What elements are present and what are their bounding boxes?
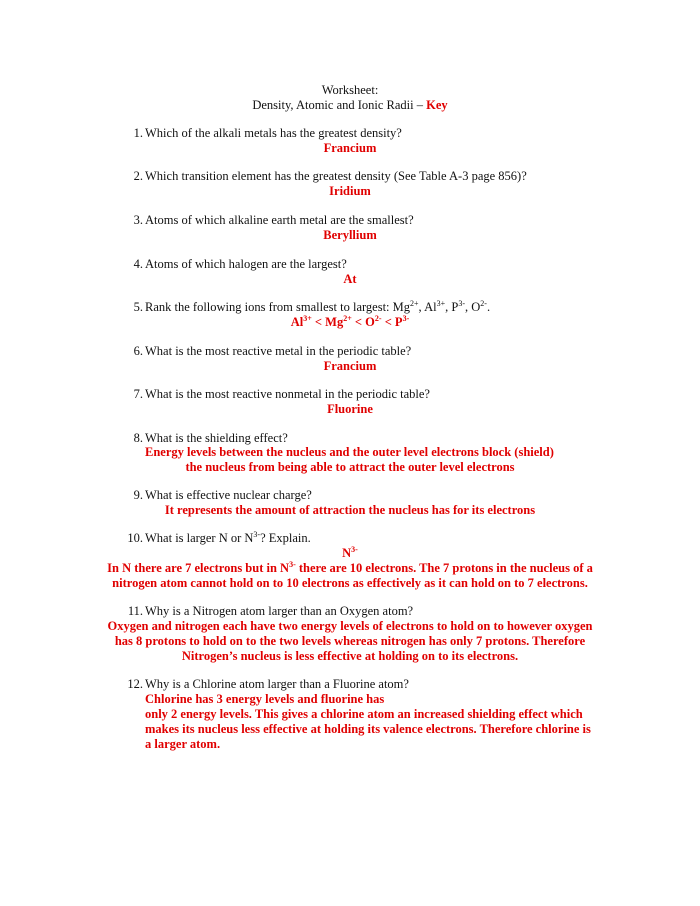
ans10-head-charge: 3- <box>351 545 358 554</box>
q5-p-charge: 3- <box>458 299 465 308</box>
question-number: 1. <box>133 126 143 140</box>
q5-sep2: , P <box>445 300 459 314</box>
question-text: What is the most reactive nonmetal in the periodic table? <box>145 387 430 401</box>
question-text <box>145 530 311 546</box>
answer-5 <box>0 314 700 330</box>
ans10-line1-charge: 3- <box>289 560 296 569</box>
q10-text-a: What is larger N or N <box>145 531 254 545</box>
answer-8-line-2: the nucleus from being able to attract the outer level electrons <box>185 460 515 474</box>
question-text: Which transition element has the greatest density (See Table A-3 page 856)? <box>145 169 527 183</box>
question-text: Which of the alkali metals has the greatest density? <box>145 126 402 140</box>
question-number: 7. <box>133 387 143 401</box>
title-text: Density, Atomic and Ionic Radii – <box>252 98 427 112</box>
question-text: Atoms of which halogen are the largest? <box>145 257 347 271</box>
ans5-o-charge: 2- <box>374 314 382 323</box>
ans5-p-charge: 3- <box>402 314 410 323</box>
question-text: What is the most reactive metal in the periodic table? <box>145 344 412 358</box>
question-number: 12. <box>127 677 143 691</box>
key-label: Key <box>426 98 448 112</box>
q5-end: . <box>486 300 491 314</box>
answer-9: It represents the amount of attraction the nucleus has for its electrons <box>164 503 536 517</box>
question-text: What is the shielding effect? <box>145 431 288 445</box>
answer-3: Beryllium <box>323 228 377 242</box>
q10-text-b: ? Explain. <box>260 531 311 545</box>
q5-sep1: , Al <box>418 300 437 314</box>
q10-charge: 3- <box>253 530 261 539</box>
question-number: 6. <box>133 344 143 358</box>
answer-1: Francium <box>323 141 377 155</box>
answer-4: At <box>343 272 357 286</box>
answer-10-line-2: nitrogen atom cannot hold on to 10 electrons as effectively as it can hold on to 7 electrons. <box>112 576 588 590</box>
answer-10-head <box>0 545 700 561</box>
ans5-mg: < Mg <box>311 315 344 329</box>
question-number: 5. <box>133 300 143 314</box>
q5-al-charge: 3+ <box>436 299 446 308</box>
answer-10-line-1 <box>0 560 700 576</box>
question-text <box>145 299 490 315</box>
ans5-al: Al <box>290 315 304 329</box>
answer-12-line-3: makes its nucleus less effective at holding its valence electrons. Therefore chlorine is <box>145 722 591 736</box>
ans5-al-charge: 3+ <box>303 314 312 323</box>
question-text: What is effective nuclear charge? <box>145 488 312 502</box>
answer-2: Iridium <box>329 184 371 198</box>
ans10-line1b: there are 10 electrons. The 7 protons in the nucleus of a <box>295 561 593 575</box>
answer-8-line-1: Energy levels between the nucleus and the outer level electrons block (shield) <box>145 445 554 459</box>
question-number: 10. <box>127 531 143 545</box>
ans5-p: < P <box>381 315 403 329</box>
q5-sep3: , O <box>465 300 481 314</box>
q5-text: Rank the following ions from smallest to largest: Mg <box>145 300 411 314</box>
question-number: 3. <box>133 213 143 227</box>
q5-mg-charge: 2+ <box>410 299 419 308</box>
ans10-line1a: In N there are 7 electrons but in N <box>107 561 290 575</box>
answer-12-line-1: Chlorine has 3 energy levels and fluorine has <box>145 692 385 706</box>
question-number: 9. <box>133 488 143 502</box>
page-title <box>0 97 700 113</box>
answer-11-line-2: has 8 protons to hold on to the two levels whereas nitrogen has only 7 protons. Therefore <box>114 634 586 648</box>
question-number: 11. <box>127 604 143 618</box>
question-number: 2. <box>133 169 143 183</box>
ans5-mg-charge: 2+ <box>343 314 352 323</box>
question-number: 8. <box>133 431 143 445</box>
answer-11-line-1: Oxygen and nitrogen each have two energy levels of electrons to hold on to however oxygen <box>107 619 593 633</box>
answer-12-line-2: only 2 energy levels. This gives a chlorine atom an increased shielding effect which <box>145 707 583 721</box>
answer-7: Fluorine <box>327 402 373 416</box>
ans5-o: < O <box>351 315 375 329</box>
question-text: Atoms of which alkaline earth metal are the smallest? <box>145 213 414 227</box>
ans10-head: N <box>342 546 352 560</box>
question-number: 4. <box>133 257 143 271</box>
question-text: Why is a Chlorine atom larger than a Fluorine atom? <box>145 677 409 691</box>
worksheet-label: Worksheet: <box>321 83 379 97</box>
question-text: Why is a Nitrogen atom larger than an Oxygen atom? <box>145 604 414 618</box>
answer-12-line-4: a larger atom. <box>145 737 221 751</box>
answer-6: Francium <box>323 359 377 373</box>
q5-o-charge: 2- <box>480 299 487 308</box>
answer-11-line-3: Nitrogen’s nucleus is less effective at holding on to its electrons. <box>181 649 519 663</box>
